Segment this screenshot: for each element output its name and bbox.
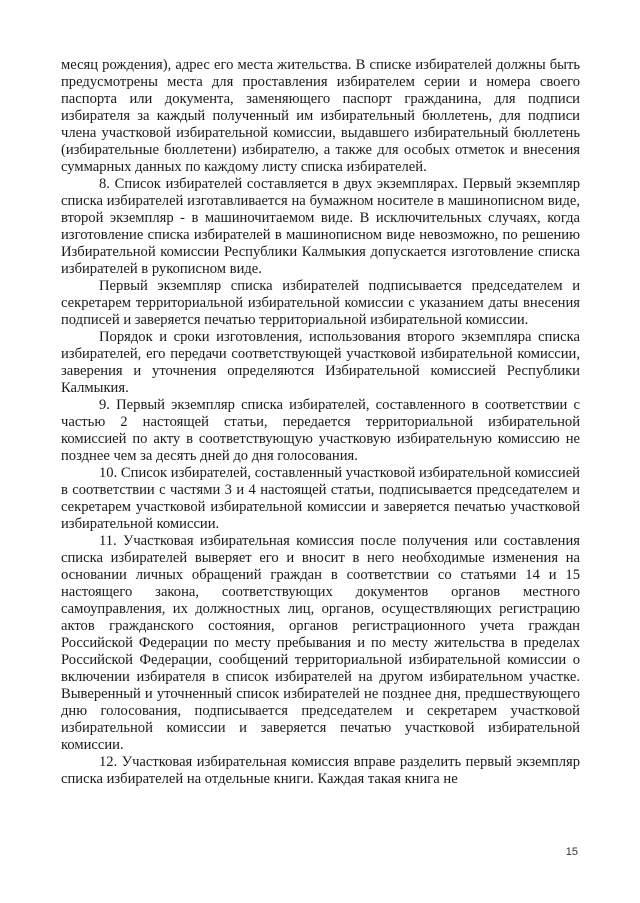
paragraph-first-copy-signing: Первый экземпляр списка избирателей подписывается председателем и секретарем территориальной избирательной комиссии с указанием даты внесения подписей и заверяется печатью территориальной избирательной комиссии.: [61, 278, 580, 328]
paragraph-second-copy-procedure: Порядок и сроки изготовления, использования второго экземпляра списка избирателей, его передачи соответствующей участковой избирательной комиссии, заверения и уточнения определяются Избирательной комиссией Республики Калмыкия.: [61, 329, 580, 396]
paragraph-continuation: месяц рождения), адрес его места жительства. В списке избирателей должны быть предусмотрены места для проставления избирателем серии и номера своего паспорта или документа, заменяющего паспорт гражданина, для подписи избирателя за каждый полученный им избирательный бюллетень, для подписи члена участковой избирательной комиссии, выдавшего избирательный бюллетень (избирательные бюллетени) избирателю, а также для особых отметок и внесения суммарных данных по каждому листу списка избирателей.: [61, 57, 580, 175]
paragraph-item-11: 11. Участковая избирательная комиссия после получения или составления списка избирателей выверяет его и вносит в него необходимые изменения на основании личных обращений граждан в соответствии со статьями 14 и 15 настоящего закона, соответствующих документов органов местного самоуправления, их должностных лиц, органов, осуществляющих регистрацию актов гражданского состояния, органов регистрационного учета граждан Российской Федерации по месту пребывания и по месту жительства в пределах Российской Федерации, сообщений территориальной избирательной комиссии о включении избирателя в список избирателей на другом избирательном участке. Выверенный и уточненный список избирателей не позднее дня, предшествующего дню голосования, подписывается председателем и секретарем участковой избирательной комиссии и заверяется печатью участковой избирательной комиссии.: [61, 533, 580, 753]
paragraph-item-12: 12. Участковая избирательная комиссия вправе разделить первый экземпляр списка избирателей на отдельные книги. Каждая такая книга не: [61, 754, 580, 787]
paragraph-item-10: 10. Список избирателей, составленный участковой избирательной комиссией в соответствии с частями 3 и 4 настоящей статьи, подписывается председателем и секретарем участковой избирательной комиссии и заверяется печатью участковой избирательной комиссии.: [61, 465, 580, 532]
paragraph-item-9: 9. Первый экземпляр списка избирателей, составленного в соответствии с частью 2 настоящей статьи, передается территориальной избирательной комиссией по акту в соответствующую участковую избирательную комиссию не позднее чем за десять дней до дня голосования.: [61, 397, 580, 464]
document-body: [61, 57, 580, 788]
page-number: 15: [565, 846, 578, 858]
paragraph-item-8: 8. Список избирателей составляется в двух экземплярах. Первый экземпляр списка избирателей изготавливается на бумажном носителе в машинописном виде, второй экземпляр - в машиночитаемом виде. В исключительных случаях, когда изготовление списка избирателей в машинописном виде невозможно, по решению Избирательной комиссии Республики Калмыкия допускается изготовление списка избирателей в рукописном виде.: [61, 176, 580, 277]
